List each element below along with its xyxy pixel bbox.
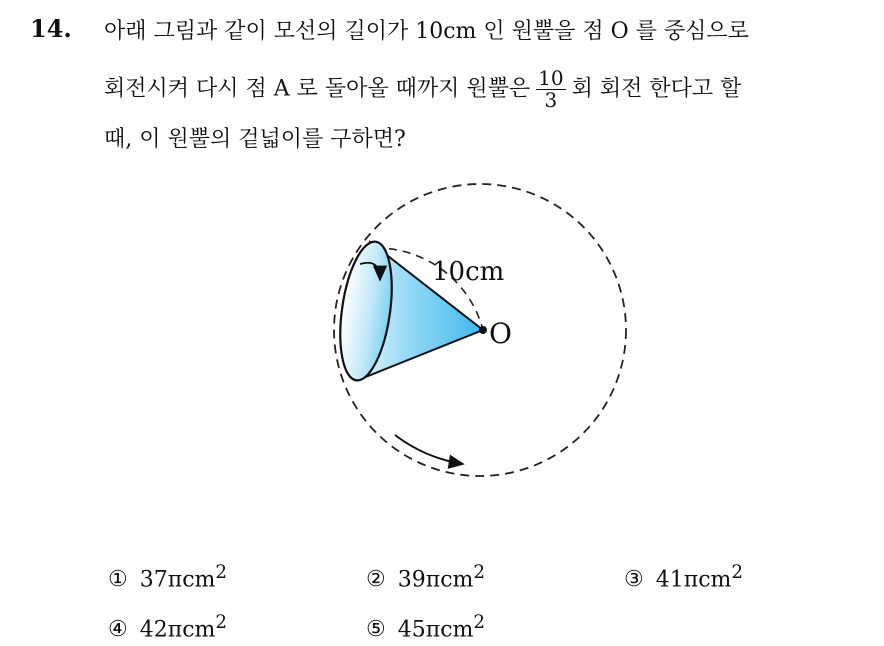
answer-choice-1[interactable]	[108, 562, 227, 592]
question-number: 14.	[30, 14, 72, 43]
choice-4-marker: ④	[108, 617, 128, 643]
point-o-dot	[479, 326, 487, 334]
answer-choice-5[interactable]	[366, 612, 485, 642]
cone-rolling-figure	[300, 180, 660, 490]
choice-1-exponent: 2	[215, 562, 228, 583]
choice-3-marker: ③	[624, 567, 644, 593]
choice-3-exponent: 2	[731, 562, 744, 583]
choice-4-exponent: 2	[215, 612, 228, 633]
choice-3-value: 41π	[655, 567, 699, 593]
choice-4-unit: cm	[182, 617, 216, 643]
choice-2-unit: cm	[440, 567, 474, 593]
rolling-direction-arrow	[395, 435, 463, 464]
choice-3-unit: cm	[698, 567, 732, 593]
choice-2-value: 39π	[397, 567, 441, 593]
choice-1-value: 37π	[139, 567, 183, 593]
answer-choice-3[interactable]	[624, 562, 743, 592]
choice-5-value: 45π	[397, 617, 441, 643]
choice-1-unit: cm	[182, 567, 216, 593]
choice-5-unit: cm	[440, 617, 474, 643]
slant-height-label: 10cm	[432, 257, 505, 287]
question-text-line-2	[104, 68, 741, 111]
point-o-label: O	[489, 317, 512, 350]
choice-5-marker: ⑤	[366, 617, 386, 643]
fraction-numerator: 10	[538, 66, 564, 90]
choice-2-marker: ②	[366, 567, 386, 593]
question-text-line-2-end: 회 회전 한다고 할	[571, 76, 742, 102]
question-text-line-3: 때, 이 원뿔의 겉넓이를 구하면?	[104, 127, 406, 152]
choice-5-exponent: 2	[473, 612, 486, 633]
answer-choice-2[interactable]	[366, 562, 485, 592]
fraction-denominator: 3	[536, 89, 565, 111]
choice-2-exponent: 2	[473, 562, 486, 583]
answer-choice-4[interactable]	[108, 612, 227, 642]
question-text-line-1: 아래 그림과 같이 모선의 길이가 10cm 인 원뿔을 점 O 를 중심으로	[104, 19, 749, 44]
choice-4-value: 42π	[139, 617, 183, 643]
choice-1-marker: ①	[108, 567, 128, 593]
rotation-count-fraction	[536, 68, 565, 111]
question-text-line-2-start: 회전시켜 다시 점 A 로 돌아올 때까지 원뿔은	[104, 76, 531, 102]
